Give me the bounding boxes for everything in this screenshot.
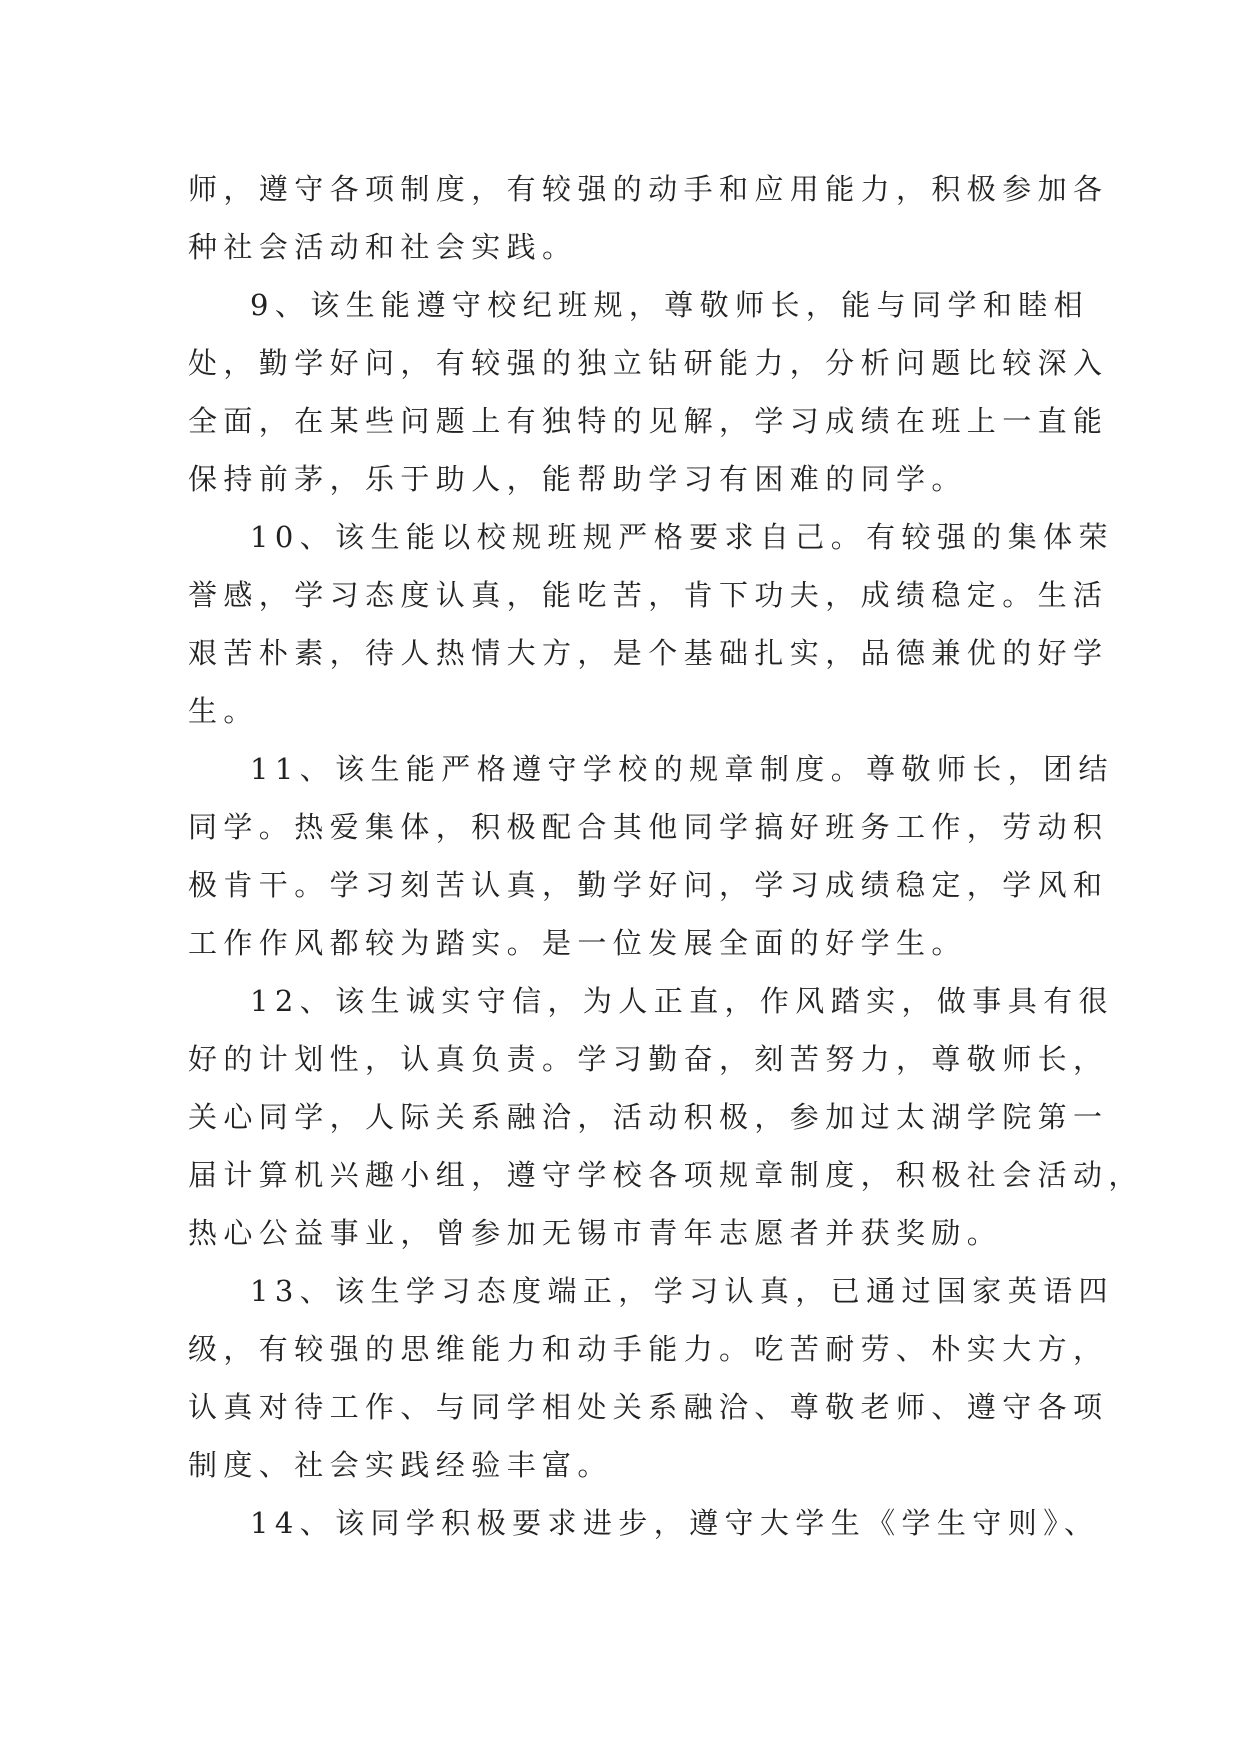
text-line: 好的计划性，认真负责。学习勤奋，刻苦努力，尊敬师长， bbox=[188, 1042, 1109, 1076]
text-line: 师，遵守各项制度，有较强的动手和应用能力，积极参加各 bbox=[188, 172, 1109, 206]
text-line: 热心公益事业，曾参加无锡市青年志愿者并获奖励。 bbox=[188, 1216, 1003, 1250]
text-line: 保持前茅，乐于助人，能帮助学习有困难的同学。 bbox=[188, 462, 967, 496]
paragraph-start-line: 10、该生能以校规班规严格要求自己。有较强的集体荣 bbox=[250, 520, 1114, 554]
text-line: 艰苦朴素，待人热情大方，是个基础扎实，品德兼优的好学 bbox=[188, 636, 1109, 670]
paragraph-start-line: 11、该生能严格遵守学校的规章制度。尊敬师长，团结 bbox=[250, 752, 1114, 786]
text-line: 同学。热爱集体，积极配合其他同学搞好班务工作，劳动积 bbox=[188, 810, 1109, 844]
text-line: 处，勤学好问，有较强的独立钻研能力，分析问题比较深入 bbox=[188, 346, 1109, 380]
paragraph-start-line: 12、该生诚实守信，为人正直，作风踏实，做事具有很 bbox=[250, 984, 1114, 1018]
text-line: 全面，在某些问题上有独特的见解，学习成绩在班上一直能 bbox=[188, 404, 1109, 438]
text-line: 制度、社会实践经验丰富。 bbox=[188, 1448, 613, 1482]
document-body bbox=[188, 160, 1144, 1552]
text-line: 极肯干。学习刻苦认真，勤学好问，学习成绩稳定，学风和 bbox=[188, 868, 1109, 902]
text-line: 届计算机兴趣小组，遵守学校各项规章制度，积极社会活动， bbox=[188, 1158, 1144, 1192]
paragraph-start-line: 14、该同学积极要求进步，遵守大学生《学生守则》、 bbox=[250, 1506, 1100, 1540]
paragraph-start-line: 13、该生学习态度端正，学习认真，已通过国家英语四 bbox=[250, 1274, 1114, 1308]
text-line: 认真对待工作、与同学相处关系融洽、尊敬老师、遵守各项 bbox=[188, 1390, 1109, 1424]
paragraph-start-line: 9、该生能遵守校纪班规，尊敬师长，能与同学和睦相 bbox=[250, 288, 1090, 322]
text-line: 级，有较强的思维能力和动手能力。吃苦耐劳、朴实大方， bbox=[188, 1332, 1109, 1366]
text-line: 工作作风都较为踏实。是一位发展全面的好学生。 bbox=[188, 926, 967, 960]
text-line: 誉感，学习态度认真，能吃苦，肯下功夫，成绩稳定。生活 bbox=[188, 578, 1109, 612]
text-line: 关心同学，人际关系融洽，活动积极，参加过太湖学院第一 bbox=[188, 1100, 1109, 1134]
text-line: 生。 bbox=[188, 694, 259, 728]
text-line: 种社会活动和社会实践。 bbox=[188, 230, 578, 264]
